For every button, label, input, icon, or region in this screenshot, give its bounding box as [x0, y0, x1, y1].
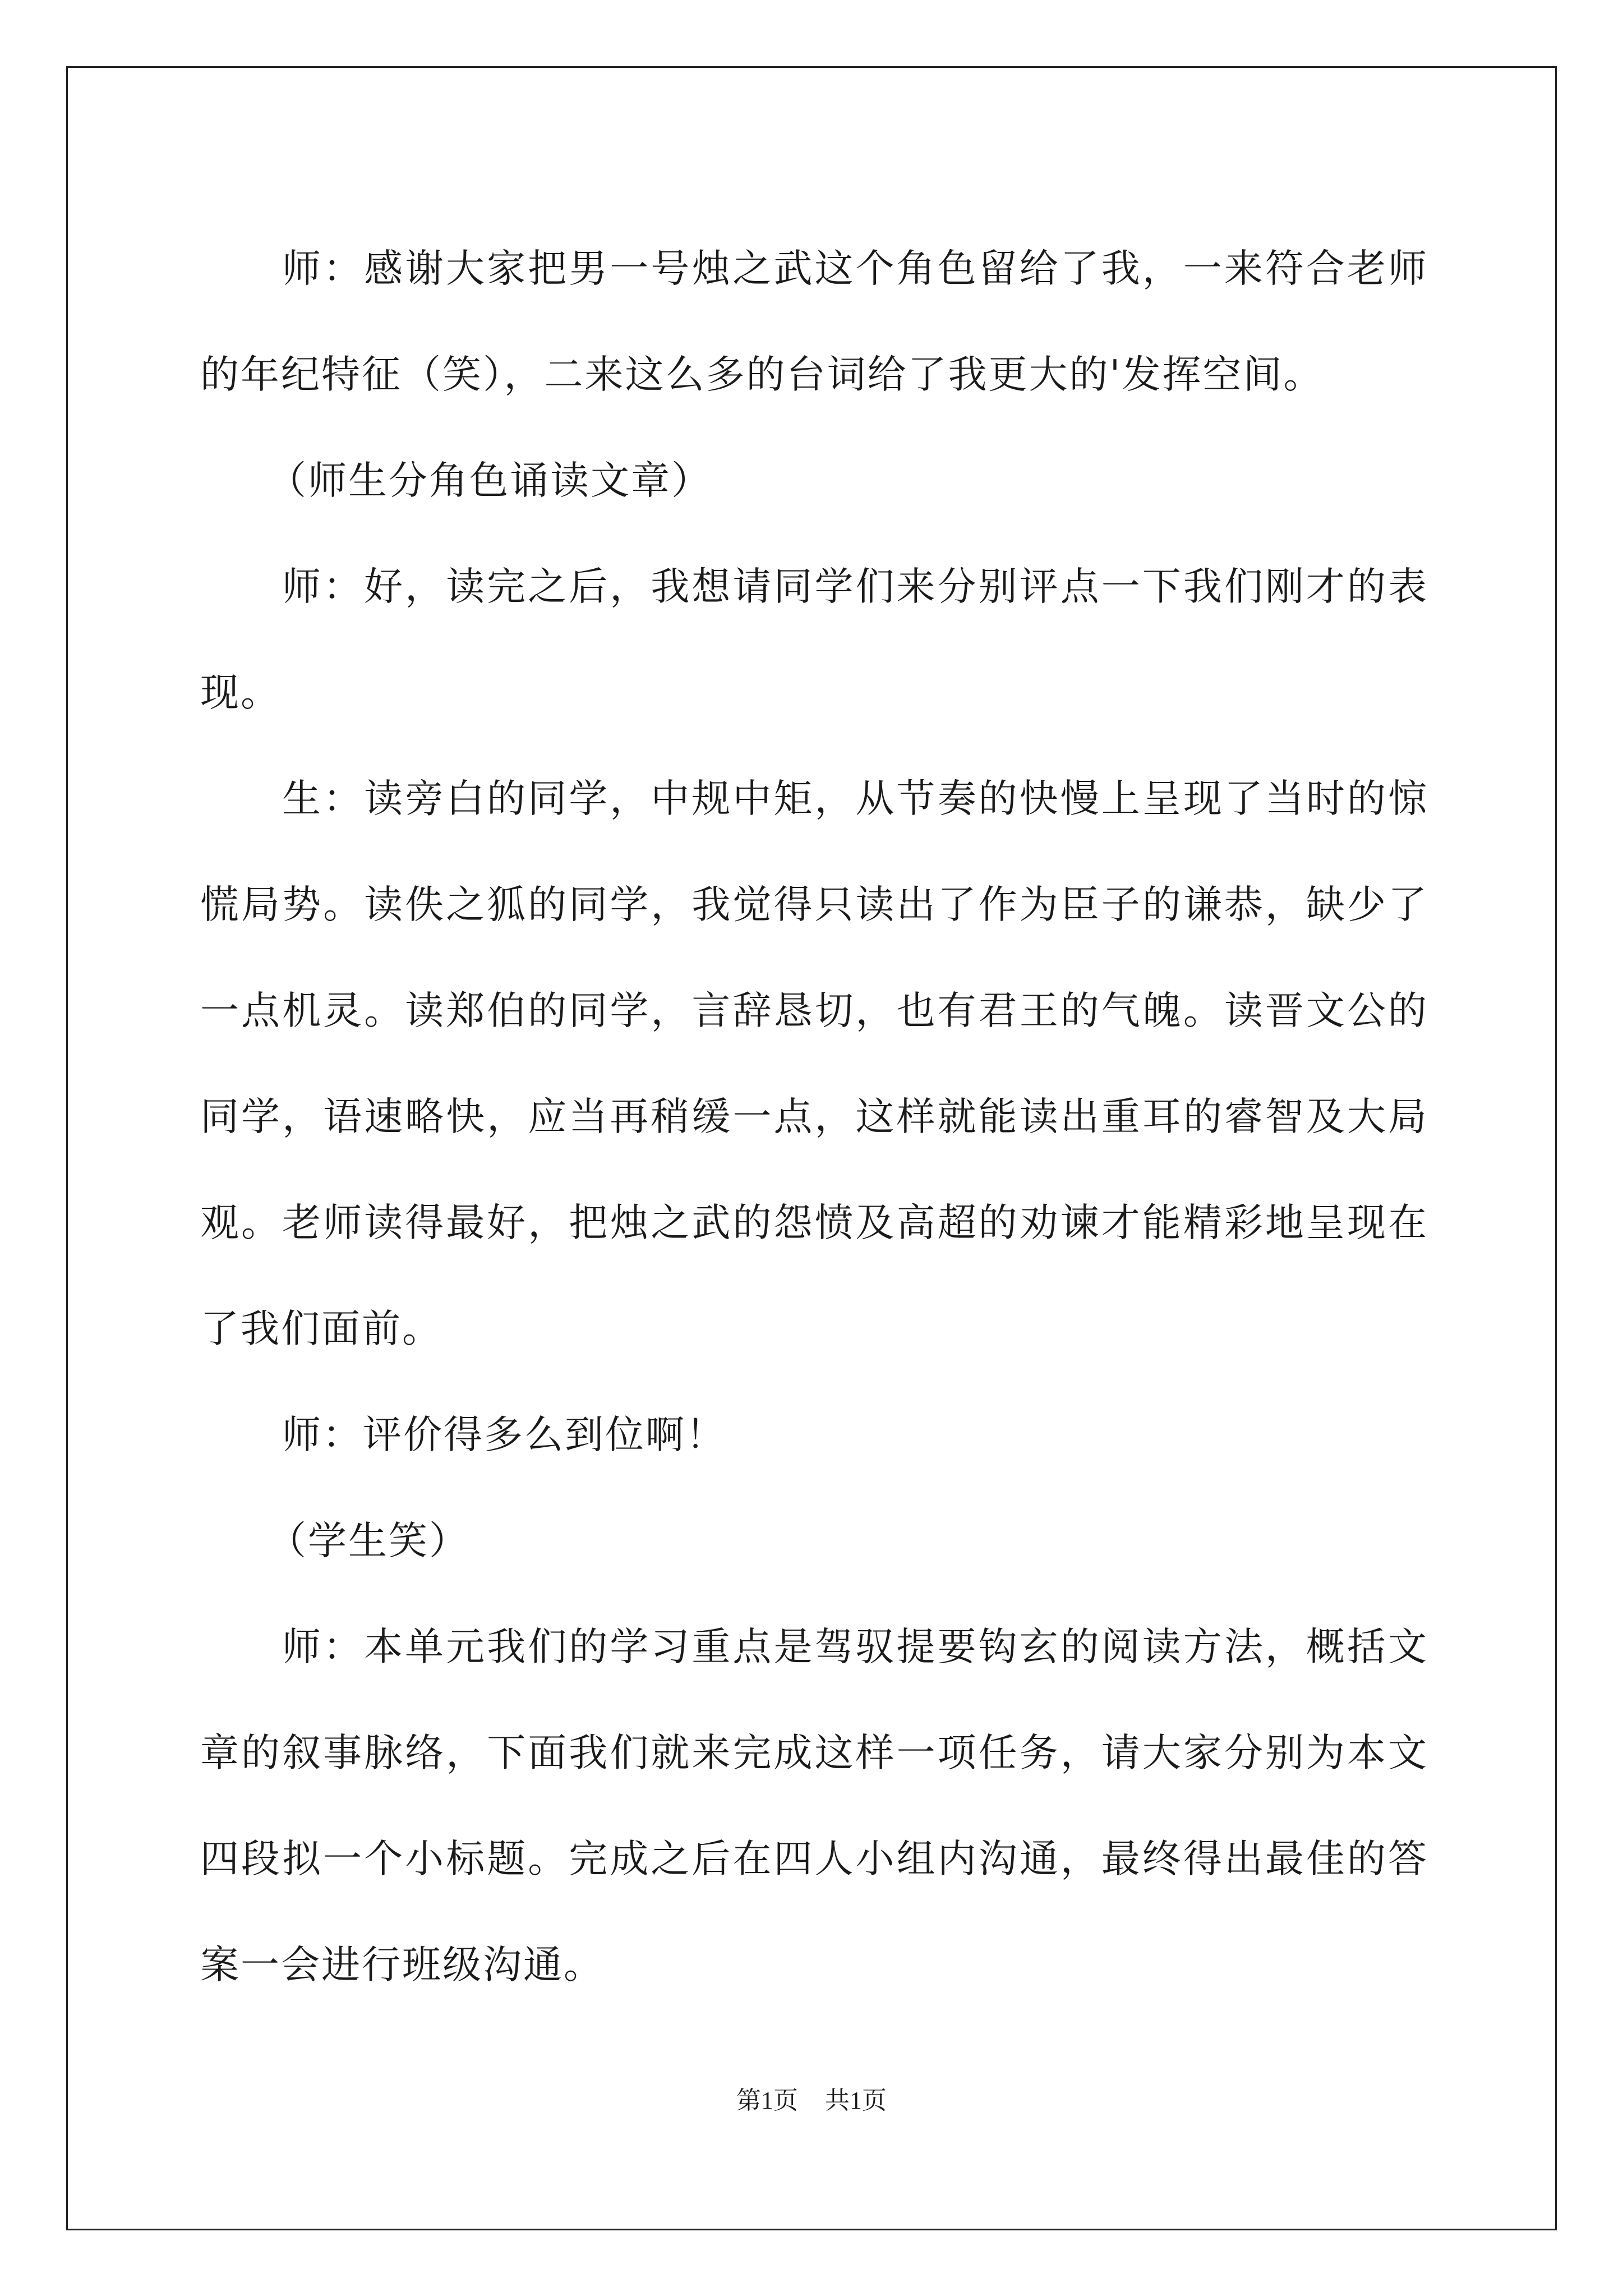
- page-total: 共1页: [825, 2087, 887, 2114]
- page-footer: [0, 2084, 1623, 2118]
- paragraph-teacher-thanks: 师：感谢大家把男一号烛之武这个角色留给了我，一来符合老师的年纪特征（笑），二来这么多的台词给了我更大的'发挥空间。: [200, 246, 1428, 397]
- paragraph-teacher-request: 师：好，读完之后，我想请同学们来分别评点一下我们刚才的表现。: [200, 564, 1428, 715]
- paragraph-stage-direction-reading: （师生分角色诵读文章）: [268, 458, 712, 503]
- page-number: 第1页: [736, 2087, 798, 2114]
- paragraph-student-comment: 生：读旁白的同学，中规中矩，从节奏的快慢上呈现了当时的惊慌局势。读佚之狐的同学，我觉得只读出了作为臣子的谦恭，缺少了一点机灵。读郑伯的同学，言辞恳切，也有君王的气魄。读晋文公的同学，语速略快，应当再稍缓一点，这样就能读出重耳的睿智及大局观。老师读得最好，把烛之武的怨愤及高超的劝谏才能精彩地呈现在了我们面前。: [200, 776, 1428, 1351]
- paragraph-teacher-task: 师：本单元我们的学习重点是驾驭提要钩玄的阅读方法，概括文章的叙事脉络，下面我们就来完成这样一项任务，请大家分别为本文四段拟一个小标题。完成之后在四人小组内沟通，最终得出最佳的答案一会进行班级沟通。: [200, 1625, 1428, 1987]
- paragraph-teacher-praise: 师：评价得多么到位啊！: [282, 1412, 726, 1457]
- document-body: [200, 216, 1428, 2018]
- paragraph-stage-direction-laugh: （学生笑）: [268, 1519, 469, 1563]
